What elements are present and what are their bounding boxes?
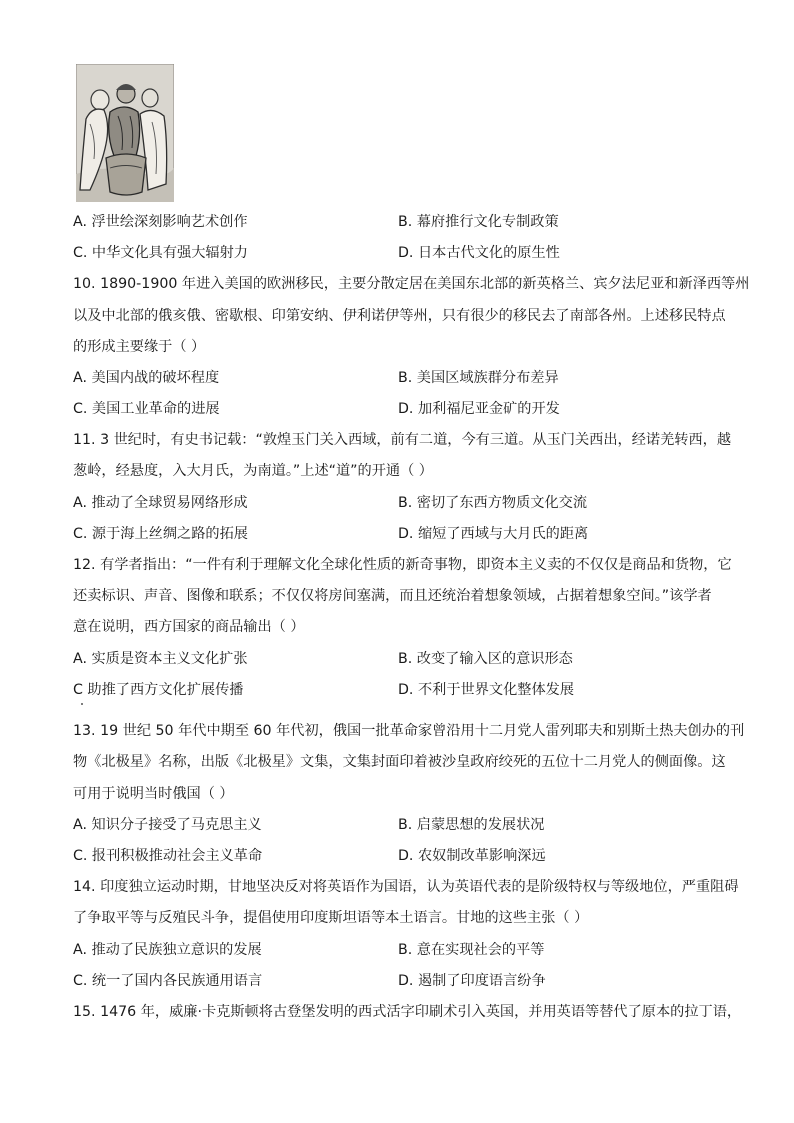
q11-stem-line-2: 葱岭，经悬度，入大月氏，为南道。”上述“道”的开通（ ）: [73, 463, 433, 479]
q12-option-c[interactable]: C 助推了西方文化扩展传播: [73, 682, 244, 698]
q11-option-d[interactable]: D. 缩短了西域与大月氏的距离: [398, 526, 589, 542]
q12-option-a[interactable]: A. 实质是资本主义文化扩张: [73, 651, 248, 667]
q12-option-d[interactable]: D. 不利于世界文化整体发展: [398, 682, 575, 698]
q12-stem-line-3: 意在说明，西方国家的商品输出（ ）: [73, 619, 305, 635]
q9-option-a[interactable]: A. 浮世绘深刻影响艺术创作: [73, 214, 248, 230]
q10-stem-line-2: 以及中北部的俄亥俄、密歇根、印第安纳、伊利诺伊等州，只有很少的移民去了南部各州。上述移民特点: [73, 308, 726, 324]
q13-stem-line-1: 13. 19 世纪 50 年代中期至 60 年代初，俄国一批革命家曾沿用十二月党人雷列耶夫和别斯土热夫创办的刊: [73, 723, 745, 739]
q14-option-d[interactable]: D. 遏制了印度语言纷争: [398, 973, 546, 989]
q12-option-b[interactable]: B. 改变了输入区的意识形态: [398, 651, 573, 667]
q13-option-d[interactable]: D. 农奴制改革影响深远: [398, 848, 546, 864]
q14-option-c[interactable]: C. 统一了国内各民族通用语言: [73, 973, 263, 989]
q12-stem-line-2: 还卖标识、声音、图像和联系；不仅仅将房间塞满，而且还统治着想象领域，占据着想象空间。”该学者: [73, 588, 712, 604]
q13-option-c[interactable]: C. 报刊积极推动社会主义革命: [73, 848, 263, 864]
q10-option-c[interactable]: C. 美国工业革命的进展: [73, 401, 220, 417]
q14-option-a[interactable]: A. 推动了民族独立意识的发展: [73, 942, 262, 958]
q10-stem-line-3: 的形成主要缘于（ ）: [73, 339, 206, 355]
q9-option-b[interactable]: B. 幕府推行文化专制政策: [398, 214, 559, 230]
ink-painting-figure: [76, 64, 174, 202]
q13-option-a[interactable]: A. 知识分子接受了马克思主义: [73, 817, 262, 833]
q15-stem-line-1: 15. 1476 年，威廉·卡克斯顿将古登堡发明的西式活字印刷术引入英国，并用英语等替代了原本的拉丁语，: [73, 1004, 742, 1020]
q9-option-d[interactable]: D. 日本古代文化的原生性: [398, 245, 560, 261]
q10-option-d[interactable]: D. 加利福尼亚金矿的开发: [398, 401, 560, 417]
q12-stem-line-1: 12. 有学者指出：“一件有利于理解文化全球化性质的新奇事物，即资本主义卖的不仅仅是商品和货物，它: [73, 557, 732, 573]
q10-option-a[interactable]: A. 美国内战的破坏程度: [73, 370, 220, 386]
q14-stem-line-2: 了争取平等与反殖民斗争，提倡使用印度斯坦语等本土语言。甘地的这些主张（ ）: [73, 910, 589, 926]
q14-option-b[interactable]: B. 意在实现社会的平等: [398, 942, 545, 958]
q11-option-a[interactable]: A. 推动了全球贸易网络形成: [73, 495, 248, 511]
q11-option-c[interactable]: C. 源于海上丝绸之路的拓展: [73, 526, 248, 542]
q13-stem-line-3: 可用于说明当时俄国（ ）: [73, 786, 234, 802]
q13-stem-line-2: 物《北极星》名称，出版《北极星》文集，文集封面印着被沙皇政府绞死的五位十二月党人的侧面像。这: [73, 754, 726, 770]
q13-option-b[interactable]: B. 启蒙思想的发展状况: [398, 817, 545, 833]
q10-option-b[interactable]: B. 美国区域族群分布差异: [398, 370, 559, 386]
q11-stem-line-1: 11. 3 世纪时，有史书记载：“敦煌玉门关入西域，前有二道，今有三道。从玉门关西出，经诺羌转西，越: [73, 432, 732, 448]
q9-option-c[interactable]: C. 中华文化具有强大辐射力: [73, 245, 248, 261]
q10-stem-line-1: 10. 1890-1900 年进入美国的欧洲移民，主要分散定居在美国东北部的新英格兰、宾夕法尼亚和新泽西等州: [73, 276, 750, 292]
stray-mark: [81, 703, 83, 705]
q11-option-b[interactable]: B. 密切了东西方物质文化交流: [398, 495, 588, 511]
q14-stem-line-1: 14. 印度独立运动时期，甘地坚决反对将英语作为国语，认为英语代表的是阶级特权与等级地位，严重阻碍: [73, 879, 739, 895]
